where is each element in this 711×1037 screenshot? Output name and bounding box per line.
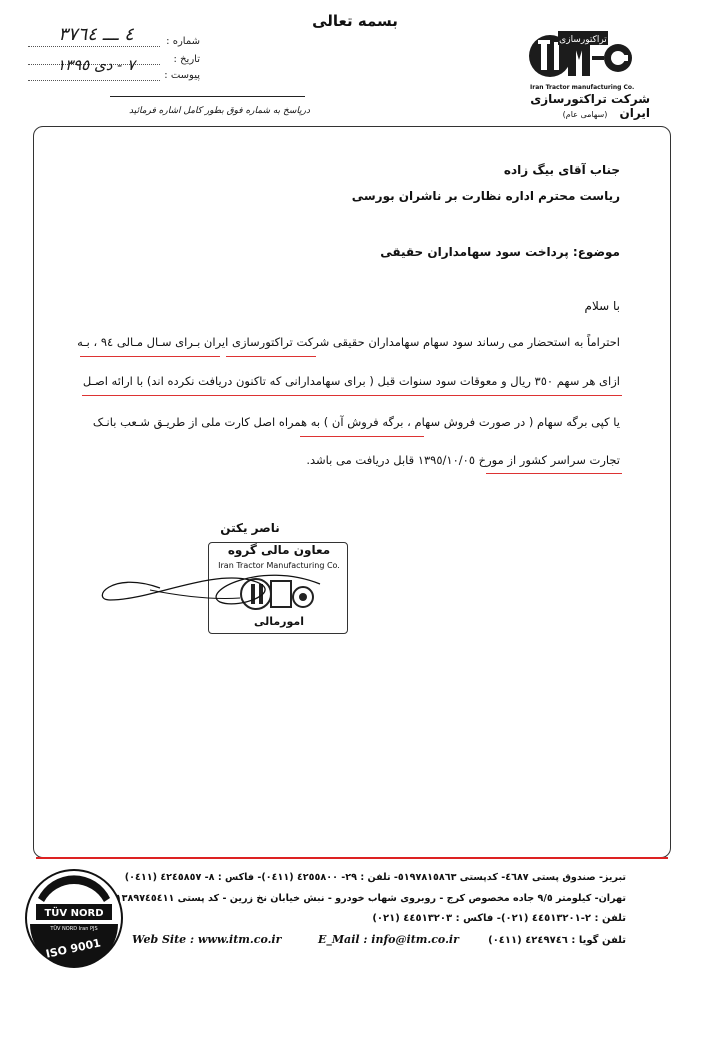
recipient-name: جناب آقای بیگ زاده — [503, 163, 620, 177]
highlight-underline-4 — [300, 436, 424, 437]
attachment-line — [28, 69, 160, 81]
letter-greeting: با سلام — [584, 299, 620, 313]
number-label: شماره : — [166, 36, 200, 47]
highlight-underline-1 — [226, 356, 316, 357]
letter-frame — [33, 126, 671, 858]
bismillah-heading: بسمه تعالی — [312, 12, 398, 30]
reply-note-rule — [110, 96, 305, 97]
body-line-4: تجارت سراسر کشور از مورخ ١٣٩٥/١٠/٠٥ قابل دریافت می باشد. — [306, 453, 620, 467]
letter-meta — [28, 26, 200, 86]
reply-note: درپاسخ به شماره فوق بطور کامل اشاره فرمائید — [129, 106, 310, 116]
letter-subject: موضوع: پرداخت سود سهامداران حقیقی — [380, 245, 620, 259]
footer-website: Web Site : www.itm.co.ir — [132, 933, 282, 946]
cert-sub: TÜV NORD Iran PJS — [50, 926, 98, 932]
footer-phone-tehran: تلفن : ٢-٤٤٥١٣٢٠١ (٠٢١)- فاکس : ٤٤٥١٣٢٠٣ (٠٢١) — [372, 913, 626, 924]
body-line-2: ازای هر سهم ٣٥٠ ریال و معوقات سود سنوات قبل ( برای سهامدارانی که تاکنون دریافت نکرده اند) با ارائه اصـل — [82, 374, 620, 388]
date-label: تاریخ : — [173, 54, 200, 65]
highlight-underline-3 — [82, 395, 622, 396]
handwritten-signature — [90, 540, 350, 630]
footer-voice-phone: تلفن گویا : ٤٢٤٩٧٤٦ (٠٤١١) — [488, 935, 626, 946]
highlight-underline-2 — [80, 356, 220, 357]
body-line-1: احتراماً به استحضار می رساند سود سهام سهامداران حقیقی شرکت تراکتورسازی ایران بـرای سـال مـالی ٩٤ ، بـه — [77, 335, 620, 349]
highlight-underline-5 — [486, 473, 622, 474]
letter-body — [77, 332, 620, 482]
recipient-title: ریاست محترم اداره نظارت بر ناشران بورسی — [351, 189, 620, 203]
company-name-fa: شرکت تراکتورسازی ایران — [530, 92, 650, 120]
number-value: ٤ ـــ ٣٧٦٤ — [58, 24, 134, 45]
itm-logo-graphic — [528, 26, 634, 84]
company-name-en: Iran Tractor manufacturing Co. — [530, 84, 635, 91]
company-logo — [528, 26, 634, 84]
tuv-nord-badge-graphic — [24, 868, 124, 968]
cert-brand: TÜV NORD — [44, 908, 104, 919]
cert-iso: ISO 9001 — [44, 936, 102, 961]
stamp-department: امورمالی — [253, 615, 304, 628]
date-value: ٧ - دی ١٣٩٥ — [56, 56, 136, 74]
signer-title: معاون مالی گروه — [227, 543, 331, 557]
body-line-3: یا کپی برگه سهام ( در صورت فروش سهام ، برگه فروش آن ) به همراه اصل کارت ملی از طریـق شـعب بانـک — [92, 415, 620, 429]
certification-badge — [24, 868, 124, 968]
company-type: (سهامی عام) — [562, 110, 608, 119]
footer-email: E_Mail : info@itm.co.ir — [318, 933, 459, 946]
stamp-company-en: Iran Tractor Manufacturing Co. — [218, 561, 340, 570]
footer-address-tabriz: تبریز- صندوق پستی ٤٦٨٧- کدپستی ٥١٩٧٨١٥٨٦٣- تلفن : ٢٩- ٤٢٥٥٨٠٠ (٠٤١١)- فاکس : ٨- ٤٢٤٥٨٥٧ (٠٤١١) — [124, 872, 626, 883]
signer-name: ناصر یکتن — [220, 521, 280, 535]
footer-red-rule — [36, 857, 668, 859]
attachment-label: پیوست : — [164, 70, 200, 81]
logo-fa-text: تراکتورسازی — [559, 35, 607, 45]
footer-address-tehran: تهران- کیلومتر ٩/٥ جاده مخصوص کرج - روبروی شهاب خودرو - نبش خیابان نخ زرین - کد پستی ١٣٨٩٧٤٥٤١١ — [115, 893, 626, 904]
